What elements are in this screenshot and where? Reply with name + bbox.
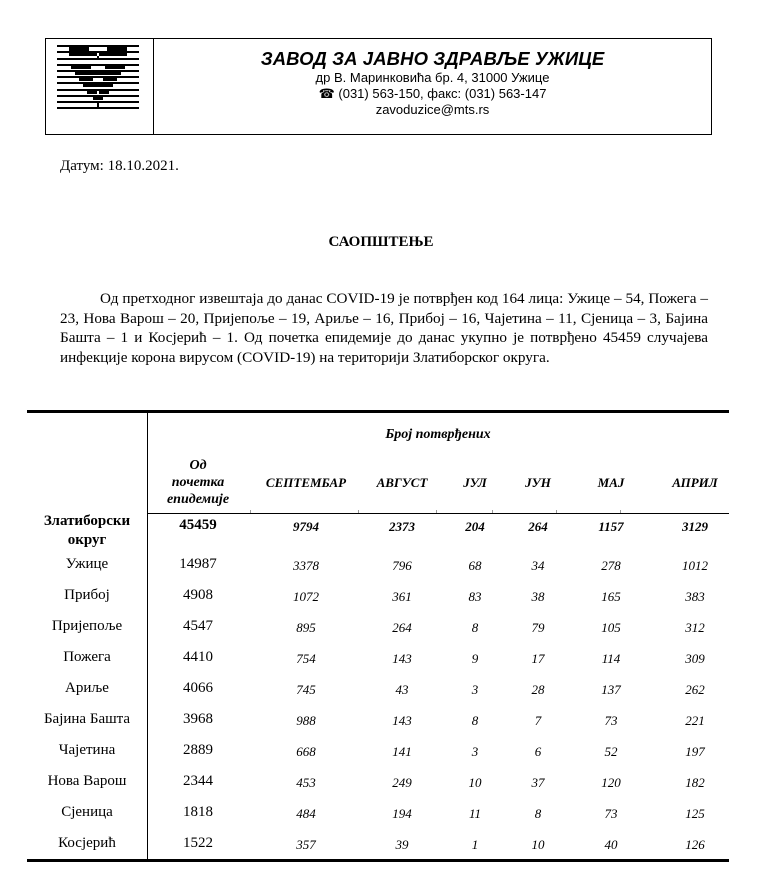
month-value: 141 (392, 744, 412, 759)
month-value: 9794 (293, 519, 319, 534)
municipality-name: Чајетина (58, 742, 116, 758)
header-line: Од (189, 458, 207, 473)
month-value: 40 (604, 837, 618, 852)
month-value: 28 (531, 682, 545, 697)
municipality-name: Пожега (63, 649, 111, 665)
total-since-start: 3968 (183, 711, 213, 727)
announcement-paragraph: Од претходног извештаја до данас COVID-19 је потврђен код 164 лица: Ужице – 54, Пожега – 23, Нова Варош – 20, Пријепоље – 19, Ариље – 16, Прибој – 16, Чајетина – 11, Сјеница – 3, Бајина Башта – 1 и Косјерић – 1. Од почетка епидемије до данас укупно је потврђено 45459 случајева инфекције корона вирусом (COVID-19) на територији Златиборског округа. (60, 290, 708, 366)
month-value: 73 (604, 806, 618, 821)
month-value: 194 (392, 806, 412, 821)
month-value: 105 (601, 620, 621, 635)
organization-title: ЗАВОД ЗА ЈАВНО ЗДРАВЉЕ УЖИЦЕ (260, 48, 605, 69)
table-row (27, 649, 729, 680)
month-value: 143 (392, 651, 412, 666)
total-since-start: 14987 (179, 556, 217, 572)
month-value: 3378 (293, 558, 319, 573)
month-value: 125 (685, 806, 705, 821)
month-value: 383 (685, 589, 705, 604)
document-date: Датум: 18.10.2021. (60, 158, 179, 174)
month-value: 182 (685, 775, 705, 790)
month-value: 988 (296, 713, 316, 728)
contact-phone (154, 86, 711, 102)
municipality-name: Пријепоље (51, 618, 123, 634)
column-tick (556, 510, 557, 513)
month-value: 796 (392, 558, 412, 573)
column-header-since-start (167, 457, 229, 508)
month-value: 114 (601, 651, 621, 666)
month-value: 895 (296, 620, 316, 635)
month-value: 3 (471, 682, 479, 697)
month-value: 120 (601, 775, 621, 790)
letterhead-text (154, 39, 711, 118)
month-value: 312 (685, 620, 705, 635)
name-line: округ (67, 532, 107, 548)
column-header-july: ЈУЛ (463, 475, 487, 490)
institute-logo-icon (57, 44, 139, 110)
cases-table (27, 410, 729, 862)
month-value: 165 (601, 589, 621, 604)
month-value: 8 (471, 713, 479, 728)
month-value: 7 (534, 713, 542, 728)
month-value: 38 (531, 589, 545, 604)
month-value: 79 (531, 620, 545, 635)
month-value: 745 (296, 682, 316, 697)
column-header-september: СЕПТЕМБАР (265, 475, 347, 490)
logo-cell (46, 39, 154, 134)
month-value: 1 (471, 837, 479, 852)
table-row (27, 556, 729, 587)
month-value: 453 (296, 775, 316, 790)
municipality-name: Косјерић (58, 835, 116, 851)
total-since-start: 2889 (183, 742, 213, 758)
total-since-start: 2344 (183, 773, 213, 789)
total-since-start: 4410 (183, 649, 213, 665)
address: др В. Маринковића бр. 4, 31000 Ужице (315, 70, 550, 85)
municipality-name: Бајина Башта (43, 711, 131, 727)
table-row (27, 587, 729, 618)
month-value: 8 (471, 620, 479, 635)
total-since-start: 4066 (183, 680, 213, 696)
column-tick (358, 510, 359, 513)
table-row (27, 742, 729, 773)
month-value: 68 (468, 558, 482, 573)
column-header-june: ЈУН (525, 475, 551, 490)
letterhead (45, 38, 712, 135)
name-line: Златиборски (43, 513, 131, 529)
month-value: 3 (471, 744, 479, 759)
municipality-name: Сјеница (61, 804, 113, 820)
column-tick (436, 510, 437, 513)
table-top-border (27, 410, 729, 413)
month-value: 264 (392, 620, 412, 635)
month-value: 126 (685, 837, 705, 852)
total-since-start: 1522 (183, 835, 213, 851)
total-since-start: 4908 (183, 587, 213, 603)
column-tick (492, 510, 493, 513)
month-value: 39 (395, 837, 409, 852)
month-value: 143 (392, 713, 412, 728)
month-value: 37 (531, 775, 545, 790)
month-value: 1072 (293, 589, 319, 604)
column-header-may: МАЈ (597, 475, 625, 490)
column-header-april: АПРИЛ (672, 475, 718, 490)
month-value: 754 (296, 651, 316, 666)
month-value: 1012 (682, 558, 708, 573)
group-header: Број потврђених (385, 427, 491, 442)
month-value: 10 (531, 837, 545, 852)
month-value: 3129 (682, 519, 708, 534)
municipality-name: Нова Варош (47, 773, 127, 789)
table-row (27, 711, 729, 742)
municipality-name (44, 512, 130, 550)
document-title: САОПШТЕЊЕ (328, 234, 434, 250)
table-row (27, 618, 729, 649)
month-value: 278 (601, 558, 621, 573)
month-value: 83 (468, 589, 482, 604)
table-row-district-total (27, 513, 729, 548)
header-line: епидемије (166, 492, 230, 507)
month-value: 137 (601, 682, 621, 697)
month-value: 8 (534, 806, 542, 821)
total-since-start: 45459 (179, 517, 217, 533)
month-value: 221 (685, 713, 705, 728)
column-header-august: АВГУСТ (376, 475, 428, 490)
table-header-divider (147, 513, 729, 514)
month-value: 309 (685, 651, 705, 666)
month-value: 11 (468, 806, 482, 821)
phone-fax-numbers: (031) 563-150, факс: (031) 563-147 (338, 86, 547, 101)
email-link[interactable]: zavoduzice@mts.rs (375, 102, 490, 117)
month-value: 10 (468, 775, 482, 790)
month-value: 52 (604, 744, 618, 759)
month-value: 73 (604, 713, 618, 728)
municipality-name: Ариље (65, 680, 109, 696)
table-row (27, 680, 729, 711)
month-value: 249 (392, 775, 412, 790)
total-since-start: 4547 (183, 618, 213, 634)
month-value: 17 (531, 651, 545, 666)
column-tick (250, 510, 251, 513)
municipality-name: Ужице (65, 556, 109, 572)
month-value: 43 (395, 682, 409, 697)
month-value: 204 (465, 519, 485, 534)
month-value: 361 (392, 589, 412, 604)
month-value: 668 (296, 744, 316, 759)
month-value: 1157 (598, 519, 624, 534)
header-line: почетка (171, 475, 225, 490)
month-value: 6 (534, 744, 542, 759)
month-value: 197 (685, 744, 705, 759)
month-value: 34 (531, 558, 545, 573)
municipality-name: Прибој (64, 587, 110, 603)
month-value: 357 (296, 837, 316, 852)
table-bottom-border (27, 859, 729, 862)
month-value: 9 (471, 651, 479, 666)
month-value: 2373 (389, 519, 415, 534)
telephone-icon: ☎ (318, 86, 335, 101)
month-value: 484 (296, 806, 316, 821)
total-since-start: 1818 (183, 804, 213, 820)
month-value: 262 (685, 682, 705, 697)
month-value: 264 (528, 519, 548, 534)
table-row (27, 773, 729, 804)
column-tick (620, 510, 621, 513)
table-row (27, 804, 729, 835)
